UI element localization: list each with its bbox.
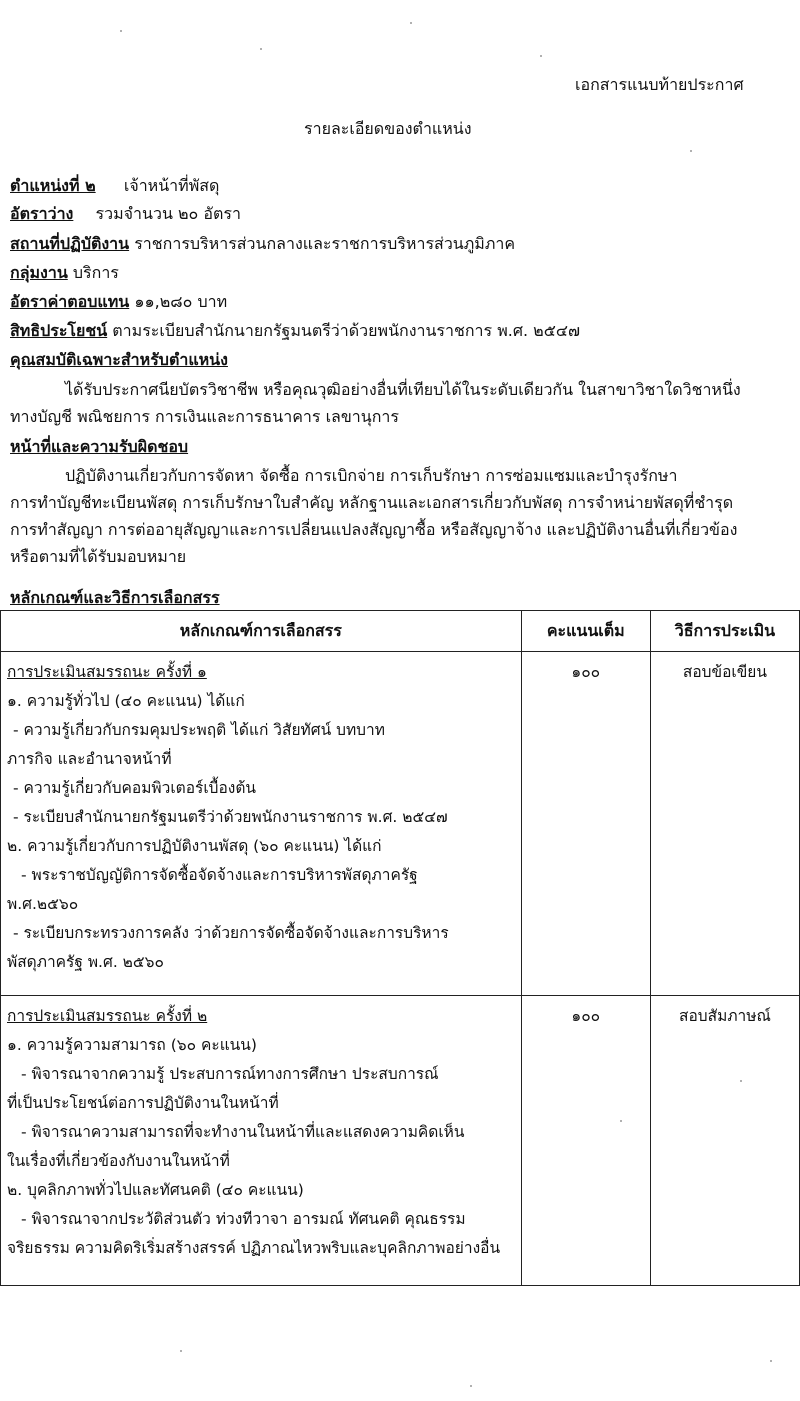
- criteria-line: - ความรู้เกี่ยวกับกรมคุมประพฤติ ได้แก่ วิสัยทัศน์ บทบาท: [13, 721, 385, 739]
- method-value: สอบสัมภาษณ์: [679, 1007, 771, 1025]
- pay-line: [10, 291, 227, 313]
- criteria-line: จริยธรรม ความคิดริเริ่มสร้างสรรค์ ปฏิภาณไหวพริบและบุคลิกภาพอย่างอื่น: [7, 1239, 501, 1257]
- scan-speck: [540, 55, 542, 57]
- selection-heading: หลักเกณฑ์และวิธีการเลือกสรร: [10, 588, 220, 607]
- criteria-line: ๒. ความรู้เกี่ยวกับการปฏิบัติงานพัสดุ (๖๐ คะแนน) ได้แก่: [7, 837, 382, 855]
- group-value: บริการ: [72, 263, 119, 282]
- criteria-line: - ระเบียบสำนักนายกรัฐมนตรีว่าด้วยพนักงานราชการ พ.ศ. ๒๕๔๗: [13, 808, 448, 826]
- rate-line: [10, 203, 241, 225]
- method-cell: [650, 996, 799, 1286]
- assessment-title: การประเมินสมรรถนะ ครั้งที่ ๒: [7, 1007, 208, 1025]
- method-value: สอบข้อเขียน: [682, 663, 767, 681]
- place-value: ราชการบริหารส่วนกลางและราชการบริหารส่วนภูมิภาค: [134, 234, 516, 253]
- scan-speck: [740, 1080, 742, 1082]
- criteria-line: ภารกิจ และอำนาจหน้าที่: [7, 750, 172, 768]
- selection-criteria-table: [0, 610, 800, 1286]
- pay-value: ๑๑,๒๘๐ บาท: [134, 292, 228, 311]
- duty-line: หรือตามที่ได้รับมอบหมาย: [10, 547, 187, 566]
- scan-speck: [180, 1350, 182, 1352]
- criteria-line: - พิจารณาจากประวัติส่วนตัว ท่วงทีวาจา อารมณ์ ทัศนคติ คุณธรรม: [21, 1210, 466, 1228]
- scan-speck: [120, 30, 122, 32]
- table-header-row: [1, 611, 800, 652]
- criteria-line: - พิจารณาจากความรู้ ประสบการณ์ทางการศึกษา ประสบการณ์: [21, 1065, 439, 1083]
- method-cell: [650, 652, 799, 996]
- place-line: [10, 233, 515, 255]
- criteria-line: ๑. ความรู้ทั่วไป (๔๐ คะแนน) ได้แก่: [7, 692, 245, 710]
- criteria-cell: [1, 996, 522, 1286]
- criteria-line: ที่เป็นประโยชน์ต่อการปฏิบัติงานในหน้าที่: [7, 1094, 279, 1112]
- benefit-line: [10, 320, 580, 342]
- document-title: รายละเอียดของตำแหน่ง: [304, 119, 472, 138]
- position-line: [10, 175, 219, 197]
- scan-speck: [690, 150, 692, 152]
- qualification-line: ได้รับประกาศนียบัตรวิชาชีพ หรือคุณวุฒิอย่างอื่นที่เทียบได้ในระดับเดียวกัน ในสาขาวิชาใดวิชาหนึ่ง: [65, 380, 741, 399]
- qualifications-text: [10, 376, 788, 430]
- benefit-label: สิทธิประโยชน์: [10, 321, 108, 340]
- scan-speck: [260, 48, 262, 50]
- group-label: กลุ่มงาน: [10, 263, 68, 282]
- criteria-line: ในเรื่องที่เกี่ยวข้องกับงานในหน้าที่: [7, 1152, 230, 1170]
- group-line: [10, 262, 119, 284]
- criteria-line: - ความรู้เกี่ยวกับคอมพิวเตอร์เบื้องต้น: [13, 779, 257, 797]
- position-value: เจ้าหน้าที่พัสดุ: [123, 176, 220, 195]
- qualification-line: ทางบัญชี พณิชยการ การเงินและการธนาคาร เลขานุการ: [10, 407, 399, 426]
- duties-heading: หน้าที่และความรับผิดชอบ: [10, 437, 189, 456]
- duty-line: การทำบัญชีทะเบียนพัสดุ การเก็บรักษาใบสำคัญ หลักฐานและเอกสารเกี่ยวกับพัสดุ การจำหน่ายพัสดุที่ชำรุด: [10, 493, 734, 512]
- criteria-line: - พระราชบัญญัติการจัดซื้อจัดจ้างและการบริหารพัสดุภาครัฐ: [21, 866, 418, 884]
- duties-text: [10, 462, 788, 570]
- rate-label: อัตราว่าง: [10, 204, 74, 223]
- full-score-value: ๑๐๐: [571, 663, 601, 681]
- assessment-title: การประเมินสมรรถนะ ครั้งที่ ๑: [7, 663, 207, 681]
- scan-speck: [770, 1360, 772, 1362]
- duty-line: ปฏิบัติงานเกี่ยวกับการจัดหา จัดซื้อ การเบิกจ่าย การเก็บรักษา การซ่อมแซมและบำรุงรักษา: [65, 466, 678, 485]
- full-score-value: ๑๐๐: [571, 1007, 601, 1025]
- benefit-value: ตามระเบียบสำนักนายกรัฐมนตรีว่าด้วยพนักงานราชการ พ.ศ. ๒๕๔๗: [112, 321, 580, 340]
- position-label: ตำแหน่งที่ ๒: [10, 176, 96, 195]
- rate-value: รวมจำนวน ๒๐ อัตรา: [95, 204, 241, 223]
- criteria-line: ๑. ความรู้ความสามารถ (๖๐ คะแนน): [7, 1036, 257, 1054]
- pay-label: อัตราค่าตอบแทน: [10, 292, 130, 311]
- table-row: [1, 996, 800, 1286]
- scan-speck: [620, 1120, 622, 1122]
- column-header-method: วิธีการประเมิน: [650, 611, 799, 652]
- criteria-cell: [1, 652, 522, 996]
- table-row: [1, 652, 800, 996]
- scan-speck: [410, 22, 412, 24]
- full-score-cell: [521, 996, 650, 1286]
- criteria-line: ๒. บุคลิกภาพทั่วไปและทัศนคติ (๔๐ คะแนน): [7, 1181, 304, 1199]
- place-label: สถานที่ปฏิบัติงาน: [10, 234, 130, 253]
- qualifications-heading: คุณสมบัติเฉพาะสำหรับตำแหน่ง: [10, 350, 228, 369]
- criteria-line: - ระเบียบกระทรวงการคลัง ว่าด้วยการจัดซื้อจัดจ้างและการบริหาร: [13, 924, 449, 942]
- scan-speck: [470, 1385, 472, 1387]
- full-score-cell: [521, 652, 650, 996]
- criteria-line: พ.ศ.๒๕๖๐: [7, 895, 79, 913]
- duty-line: การทำสัญญา การต่ออายุสัญญาและการเปลี่ยนแปลงสัญญาซื้อ หรือสัญญาจ้าง และปฏิบัติงานอื่นที่เกี่ยวข้อง: [10, 520, 738, 539]
- column-header-criteria: หลักเกณฑ์การเลือกสรร: [1, 611, 522, 652]
- column-header-full-score: คะแนนเต็ม: [521, 611, 650, 652]
- criteria-line: - พิจารณาความสามารถที่จะทำงานในหน้าที่และแสดงความคิดเห็น: [21, 1123, 465, 1141]
- criteria-line: พัสดุภาครัฐ พ.ศ. ๒๕๖๐: [7, 953, 164, 971]
- annex-label: เอกสารแนบท้ายประกาศ: [575, 75, 744, 94]
